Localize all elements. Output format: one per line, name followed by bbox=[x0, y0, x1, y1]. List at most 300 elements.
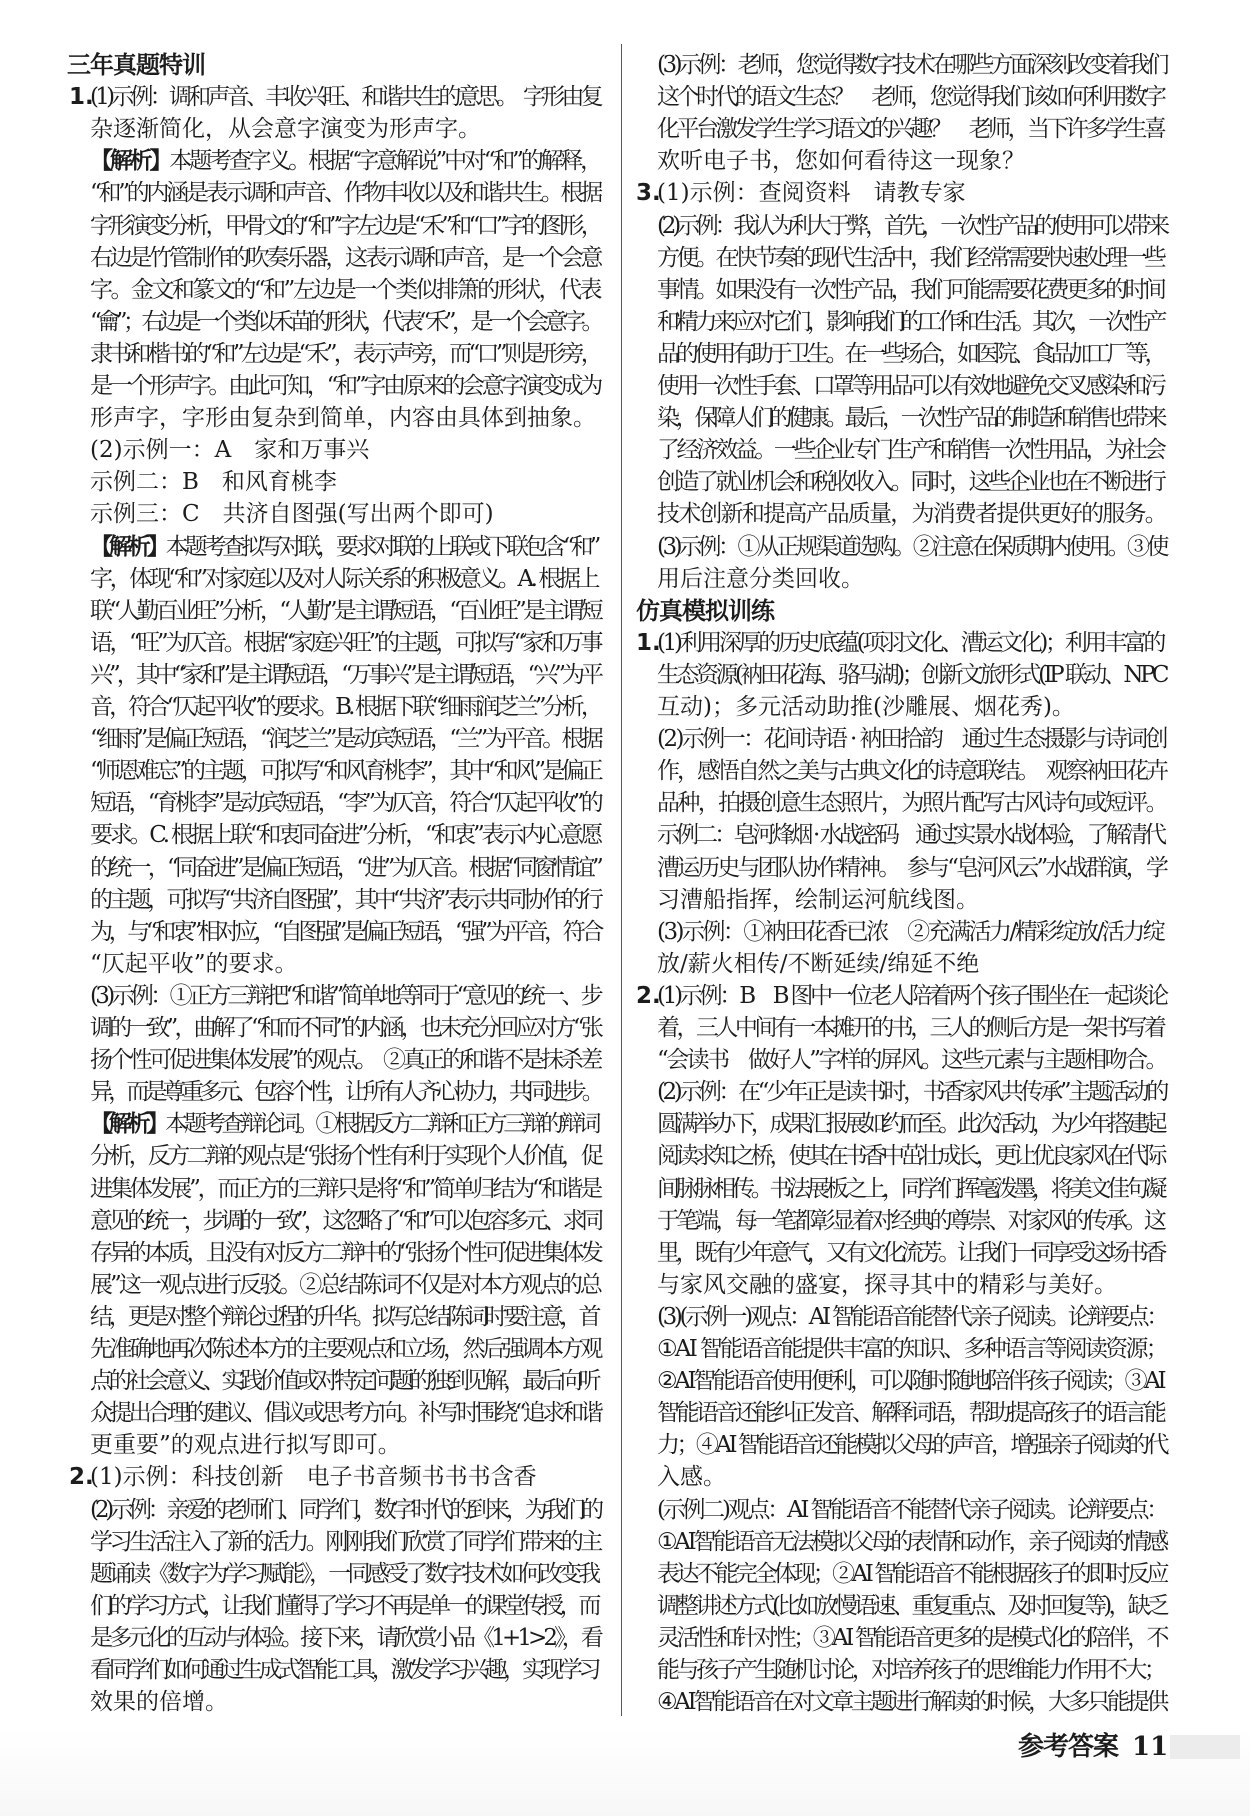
section-heading: 仿真模拟训练 bbox=[636, 596, 774, 625]
answer-text-line bbox=[657, 1269, 1166, 1301]
line-text: ④AI智能语音在对文章主题进行解读的时候，大多只能提供 bbox=[657, 1689, 1166, 1716]
line-content bbox=[657, 948, 979, 980]
answer-text-line bbox=[657, 81, 1166, 113]
line-content bbox=[90, 177, 600, 209]
line-text: 字，体现“和”对家庭以及对人际关系的积极意义。A. 根据上 bbox=[90, 565, 598, 592]
answer-text-line bbox=[90, 1269, 600, 1301]
answer-text-line bbox=[657, 1654, 1166, 1686]
line-content bbox=[90, 948, 298, 980]
line-content bbox=[90, 113, 481, 145]
line-content bbox=[657, 113, 1163, 145]
line-text: (3)示例：老师，您觉得数字技术在哪些方面深刻改变着我们 bbox=[657, 52, 1166, 78]
answer-text-line bbox=[657, 1076, 1166, 1108]
question-number: 2. bbox=[69, 1464, 94, 1491]
line-content bbox=[90, 498, 494, 530]
line-content bbox=[90, 81, 600, 113]
line-text: 事情。如果没有一次性产品，我们可能需要花费更多的时间 bbox=[657, 276, 1164, 303]
line-content bbox=[90, 1108, 597, 1140]
line-text: 杂逐渐简化，从会意字演变为形声字。 bbox=[90, 116, 481, 143]
line-content bbox=[657, 402, 1163, 434]
line-content bbox=[90, 1012, 600, 1044]
answer-text-line bbox=[90, 1494, 600, 1526]
line-text: 漕运历史与团队协作精神。 参与“皂河风云”水战群演，学 bbox=[657, 854, 1166, 881]
answer-text-line bbox=[657, 787, 1166, 819]
line-content bbox=[657, 1397, 1163, 1429]
line-content bbox=[657, 81, 1163, 113]
line-content bbox=[90, 1205, 600, 1237]
line-text: 了经济效益。一些企业专门生产和销售一次性用品，为社会 bbox=[657, 437, 1164, 464]
line-content bbox=[657, 1269, 1117, 1301]
line-text: 的主题，可拟写“共济自图强”，其中“共济”表示共同协作的行 bbox=[90, 886, 600, 913]
line-text: 调的一致”，曲解了“和而不同”的内涵，也未充分回应对方“张 bbox=[90, 1015, 600, 1041]
section-heading: 三年真题特训 bbox=[67, 51, 205, 79]
line-content bbox=[657, 627, 1163, 659]
line-text: 要求。C. 根据上联“和衷同奋进”分析，“和衷”表示内心意愿 bbox=[90, 822, 600, 849]
line-text: 先准确地再次陈述本方的主要观点和立场，然后强调本方观 bbox=[90, 1336, 600, 1362]
answer-text-line bbox=[90, 370, 600, 402]
line-content bbox=[90, 306, 600, 338]
line-text: 与家风交融的盛宴，探寻其中的精彩与美好。 bbox=[657, 1271, 1117, 1298]
answer-text-line bbox=[657, 948, 1166, 980]
line-content bbox=[657, 370, 1163, 402]
answer-text-line bbox=[90, 1333, 600, 1365]
line-content bbox=[657, 1237, 1163, 1269]
answer-text-line bbox=[90, 306, 600, 338]
line-text: 进集体发展”，而正方的三辩只是将“和”简单归结为“和谐是 bbox=[90, 1175, 600, 1202]
line-content bbox=[657, 1461, 726, 1493]
line-text: (2)示例：在“少年正是读书时，书香家风共传承”主题活动的 bbox=[657, 1079, 1166, 1106]
question-number: 1. bbox=[636, 629, 661, 656]
line-content bbox=[657, 1044, 1166, 1076]
answer-text-line bbox=[657, 498, 1166, 530]
line-text: (2)示例一：A 家和万事兴 bbox=[90, 437, 370, 464]
answer-text-line bbox=[657, 402, 1166, 434]
line-text: 更重要”的观点进行拟写即可。 bbox=[90, 1432, 401, 1459]
line-text: 字形演变分析，甲骨文的“和”字左边是“禾”和“口”字的图形， bbox=[90, 212, 600, 239]
line-text: ①AI 智能语音能提供丰富的知识、多种语言等阅读资源； bbox=[657, 1336, 1166, 1362]
line-content bbox=[657, 1108, 1163, 1140]
line-text: 字。金文和篆文的“和”左边是一个类似排箫的形状，代表 bbox=[90, 276, 600, 303]
line-text: 点的社会意义、实践价值或对特定问题的独到见解，最后向听 bbox=[90, 1368, 598, 1395]
line-content bbox=[657, 1140, 1163, 1172]
answer-text-line bbox=[90, 113, 600, 145]
page-footer bbox=[1018, 1730, 1168, 1764]
answer-text-line bbox=[657, 1333, 1166, 1365]
line-text: 习漕船指挥，绘制运河航线图。 bbox=[657, 886, 979, 913]
analysis-label: 【解析】 bbox=[90, 148, 170, 175]
line-content bbox=[657, 1494, 1166, 1526]
answer-text-line bbox=[657, 274, 1166, 306]
line-content bbox=[657, 1558, 1166, 1590]
answer-text-line bbox=[90, 1526, 600, 1558]
line-text: 的统一，“同奋进”是偏正短语，“进”为仄音。根据“同窗情谊” bbox=[90, 854, 600, 881]
answer-text-line bbox=[657, 563, 1166, 595]
line-text: (1)示例：查阅资料 请教专家 bbox=[657, 180, 966, 207]
line-content bbox=[657, 242, 1163, 274]
line-content bbox=[90, 1076, 600, 1108]
line-text: 本题考查字义。根据“字意解说”中对“和”的解释， bbox=[169, 148, 600, 175]
line-content bbox=[90, 627, 600, 659]
answer-text-line bbox=[90, 916, 600, 948]
answer-text-line bbox=[90, 1622, 600, 1654]
line-text: “仄起平收”的要求。 bbox=[90, 950, 298, 977]
answer-text-line bbox=[90, 498, 600, 530]
line-content bbox=[657, 1622, 1166, 1654]
line-content bbox=[90, 531, 597, 563]
answer-text-line bbox=[90, 1397, 600, 1429]
line-content bbox=[90, 1173, 600, 1205]
line-content bbox=[90, 1044, 600, 1076]
answer-text-line bbox=[90, 1686, 600, 1718]
question-number: 3. bbox=[636, 180, 661, 207]
line-text: (3)(示例一)观点：AI 智能语音能替代亲子阅读。论辩要点： bbox=[657, 1303, 1166, 1330]
answer-text-line bbox=[657, 1237, 1166, 1269]
line-text: (2)示例一：花间诗语 · 衲田拾韵 通过生态摄影与诗词创 bbox=[657, 726, 1166, 753]
answer-text-line bbox=[657, 755, 1166, 787]
line-content bbox=[90, 402, 596, 434]
line-text: (2)示例：亲爱的老师们、同学们，数字时代的到来，为我们的 bbox=[90, 1496, 600, 1523]
line-content bbox=[90, 1333, 600, 1365]
line-text: 能与孩子产生随机讨论，对培养孩子的思维能力作用不大； bbox=[657, 1657, 1164, 1683]
line-content bbox=[90, 1558, 597, 1590]
line-content bbox=[90, 370, 600, 402]
answer-text-line bbox=[90, 1237, 600, 1269]
line-text: 灵活性和针对性；③AI 智能语音更多的是模式化的陪伴，不 bbox=[657, 1624, 1166, 1651]
line-content bbox=[657, 884, 979, 916]
line-content bbox=[657, 466, 1163, 498]
line-text: 兴”，其中“家和”是主谓短语，“万事兴”是主谓短语，“兴”为平 bbox=[90, 661, 600, 688]
line-content bbox=[657, 852, 1166, 884]
line-content bbox=[90, 210, 600, 242]
line-content bbox=[657, 1526, 1166, 1558]
line-text: 示例二：B 和风育桃李 bbox=[90, 469, 337, 496]
answer-text-line bbox=[657, 531, 1166, 563]
line-text: “会读书 做好人”字样的屏风。这些元素与主题相吻合。 bbox=[657, 1047, 1166, 1074]
line-text: 异，而是尊重多元、包容个性，让所有人齐心协力，共同进步。 bbox=[90, 1079, 600, 1106]
answer-text-line bbox=[90, 1044, 600, 1076]
answer-text-line bbox=[90, 1365, 600, 1397]
line-content bbox=[657, 434, 1163, 466]
answer-text-line bbox=[90, 1012, 600, 1044]
line-text: 看同学们如何通过生成式智能工具，激发学习兴趣，实现学习 bbox=[90, 1657, 598, 1683]
line-text: 于笔端，每一笔都彰显着对经典的尊崇、对家风的传承。这 bbox=[657, 1207, 1164, 1234]
line-content bbox=[90, 1140, 600, 1172]
line-content bbox=[657, 1301, 1166, 1333]
line-content bbox=[90, 1269, 600, 1301]
line-text: 效果的倍增。 bbox=[90, 1689, 228, 1716]
line-content bbox=[90, 980, 600, 1012]
line-content bbox=[90, 819, 600, 851]
answer-text-line bbox=[657, 242, 1166, 274]
line-text: 们的学习方式，让我们懂得了学习不再是单一的课堂传授，而 bbox=[90, 1592, 598, 1619]
line-content bbox=[657, 49, 1166, 81]
answer-text-line bbox=[69, 81, 600, 113]
line-text: 展”这一观点进行反驳。②总结陈词不仅是对本方观点的总 bbox=[90, 1271, 600, 1298]
answer-text-line bbox=[657, 338, 1166, 370]
answer-text-line bbox=[90, 1590, 600, 1622]
answer-text-line bbox=[636, 627, 1166, 659]
answer-text-line bbox=[90, 755, 600, 787]
line-text: 联“人勤百业旺”分析，“人勤”是主谓短语，“百业旺”是主谓短 bbox=[90, 597, 600, 624]
line-text: 生态资源(衲田花海、骆马湖)；创新文旅形式(IP 联动、NPC bbox=[657, 661, 1166, 688]
line-content bbox=[90, 659, 600, 691]
line-text: 技术创新和提高产品质量，为消费者提供更好的服务。 bbox=[657, 501, 1166, 528]
line-content bbox=[90, 1301, 597, 1333]
line-content bbox=[90, 434, 369, 466]
answer-text-line bbox=[90, 595, 600, 627]
answer-text-line bbox=[90, 177, 600, 209]
answer-text-line bbox=[90, 659, 600, 691]
line-content bbox=[657, 338, 1163, 370]
page-number: 11 bbox=[1132, 1732, 1169, 1762]
line-content bbox=[657, 1012, 1163, 1044]
line-text: 本题考查辩论词。①根据反方二辩和正方三辩的辩词 bbox=[165, 1111, 598, 1138]
line-content bbox=[90, 1365, 597, 1397]
question-number: 2. bbox=[636, 982, 661, 1009]
line-text: 化平台激发学生学习语文的兴趣？ 老师，当下许多学生喜 bbox=[657, 116, 1164, 143]
line-text: 隶书和楷书的“和”左边是“禾”，表示声旁，而“口”则是形旁， bbox=[90, 340, 600, 367]
answer-text-line bbox=[657, 1494, 1166, 1526]
line-text: (3)示例：①正方三辩把“和谐”简单地等同于“意见的统一、步 bbox=[90, 982, 600, 1009]
answer-text-line bbox=[90, 466, 600, 498]
line-content bbox=[657, 210, 1166, 242]
answer-text-line bbox=[69, 1461, 600, 1493]
answer-text-line bbox=[657, 145, 1166, 177]
line-content bbox=[657, 177, 966, 209]
line-content bbox=[657, 916, 1163, 948]
line-text: “龠”；右边是一个类似禾苗的形状，代表“禾”，是一个会意字。 bbox=[90, 308, 600, 335]
answer-text-line bbox=[657, 1205, 1166, 1237]
answer-text-line bbox=[657, 49, 1166, 81]
column-divider bbox=[621, 44, 622, 1716]
line-text: 阅读求知之桥，使其在书香中茁壮成长，更让优良家风在代际 bbox=[657, 1143, 1164, 1170]
line-content bbox=[90, 916, 600, 948]
line-text: 示例三：C 共济自图强(写出两个即可) bbox=[90, 501, 494, 528]
answer-text-line bbox=[657, 113, 1166, 145]
answer-text-line bbox=[657, 370, 1166, 402]
line-content bbox=[90, 274, 600, 306]
answer-text-line bbox=[657, 691, 1166, 723]
answer-text-line bbox=[636, 980, 1166, 1012]
line-content bbox=[90, 1494, 600, 1526]
answer-text-line bbox=[90, 948, 600, 980]
line-text: 力；④AI 智能语音还能模拟父母的声音，增强亲子阅读的代 bbox=[657, 1432, 1166, 1459]
line-content bbox=[657, 1365, 1163, 1397]
line-content bbox=[90, 1590, 597, 1622]
line-content bbox=[90, 1237, 600, 1269]
answer-text-line bbox=[657, 1173, 1166, 1205]
line-text: ①AI智能语音无法模拟父母的表情和动作，亲子阅读的情感 bbox=[657, 1528, 1166, 1555]
line-text: (2)示例：我认为利大于弊，首先，一次性产品的使用可以带来 bbox=[657, 212, 1166, 239]
answer-text-line bbox=[657, 1365, 1166, 1397]
line-text: 里，既有少年意气，又有文化流芳。让我们一同享受这场书香 bbox=[657, 1239, 1164, 1266]
line-text: 结，更是对整个辩论过程的升华。拟写总结陈词时要注意，首 bbox=[90, 1303, 598, 1330]
line-text: 间脉脉相传。书法展板之上，同学们挥毫泼墨，将美文佳句凝 bbox=[657, 1175, 1164, 1202]
line-text: 众提出合理的建议、倡议或思考方向。补写时围绕“追求和谐 bbox=[90, 1400, 600, 1427]
answer-text-line bbox=[657, 1429, 1166, 1461]
answer-text-line bbox=[657, 1526, 1166, 1558]
answer-text-line bbox=[90, 274, 600, 306]
line-text: 互动)；多元活动助推(沙雕展、烟花秀)。 bbox=[657, 694, 1075, 720]
answer-text-line bbox=[657, 434, 1166, 466]
line-content bbox=[90, 1622, 600, 1654]
line-content bbox=[90, 595, 600, 627]
line-text: 题诵读《数字为学习赋能》，一同感受了数字技术如何改变我 bbox=[90, 1560, 598, 1587]
answer-text-line bbox=[90, 1654, 600, 1686]
line-content bbox=[90, 755, 600, 787]
answer-text-line bbox=[657, 852, 1166, 884]
answer-text-line bbox=[657, 210, 1166, 242]
line-content bbox=[657, 691, 1075, 723]
answer-text-line bbox=[657, 1590, 1166, 1622]
line-content bbox=[90, 338, 600, 370]
line-content bbox=[90, 1526, 600, 1558]
answer-text-line bbox=[90, 242, 600, 274]
line-content bbox=[90, 787, 600, 819]
answer-text-line bbox=[90, 1205, 600, 1237]
line-text: 形声字，字形由复杂到简单，内容由具体到抽象。 bbox=[90, 405, 596, 432]
line-content bbox=[90, 1654, 597, 1686]
line-content bbox=[657, 980, 1166, 1012]
answer-text-line bbox=[90, 852, 600, 884]
answer-text-line bbox=[90, 1076, 600, 1108]
line-text: (3)示例：①衲田花香已浓 ②充满活力/精彩绽放/活力绽 bbox=[657, 918, 1164, 945]
line-text: 右边是竹管制作的吹奏乐器，这表示调和声音，是一个会意 bbox=[90, 244, 600, 271]
answer-text-line bbox=[90, 1429, 600, 1461]
answer-text-line bbox=[657, 1397, 1166, 1429]
answer-text-line bbox=[90, 1558, 600, 1590]
answer-text-line bbox=[90, 1173, 600, 1205]
line-content bbox=[90, 1461, 537, 1493]
answer-text-line bbox=[636, 177, 1166, 209]
line-text: “师恩难忘”的主题，可拟写“和风育桃李”，其中“和风”是偏正 bbox=[90, 758, 600, 785]
answer-text-line bbox=[657, 659, 1166, 691]
line-content bbox=[657, 145, 1025, 177]
answer-text-line bbox=[657, 1686, 1166, 1718]
answer-text-line bbox=[90, 434, 600, 466]
line-text: 着，三人中间有一本摊开的书，三人的侧后方是一架书写着 bbox=[657, 1015, 1164, 1041]
line-content bbox=[657, 659, 1166, 691]
line-content bbox=[657, 563, 864, 595]
line-content bbox=[657, 498, 1166, 530]
line-text: 是一个形声字。由此可知，“和”字由原来的会意字演变成为 bbox=[90, 373, 600, 399]
line-text: 用后注意分类回收。 bbox=[657, 565, 864, 592]
answer-text-line bbox=[90, 338, 600, 370]
answer-text-line bbox=[90, 819, 600, 851]
line-text: 语，“旺”为仄音。根据“家庭兴旺”的主题，可拟写“家和万事 bbox=[90, 629, 600, 656]
line-content bbox=[657, 1333, 1166, 1365]
answer-text-line bbox=[90, 563, 600, 595]
answer-text-line bbox=[90, 627, 600, 659]
answer-text-line bbox=[90, 402, 600, 434]
line-text: 分析，反方二辩的观点是“张扬个性有利于实现个人价值，促 bbox=[90, 1143, 600, 1170]
line-content bbox=[90, 563, 597, 595]
line-content bbox=[657, 755, 1166, 787]
line-text: 学习生活注入了新的活力。刚刚我们欣赏了同学们带来的主 bbox=[90, 1528, 600, 1555]
answer-text-line bbox=[657, 1558, 1166, 1590]
line-text: 短语，“育桃李”是动宾短语，“李”为仄音，符合“仄起平收”的 bbox=[90, 790, 600, 817]
answer-text-line bbox=[657, 1012, 1166, 1044]
line-content bbox=[657, 1429, 1166, 1461]
answer-text-line bbox=[90, 1301, 600, 1333]
line-text: “和”的内涵是表示调和声音、作物丰收以及和谐共生。根据 bbox=[90, 180, 600, 207]
answer-text-line bbox=[90, 723, 600, 755]
answer-text-line bbox=[90, 145, 600, 177]
line-content bbox=[90, 1429, 401, 1461]
answer-text-line bbox=[657, 916, 1166, 948]
footer-section-title: 参考答案 bbox=[1018, 1732, 1119, 1762]
answer-text-line bbox=[657, 723, 1166, 755]
line-text: (1)示例：调和声音、丰收兴旺、和谐共生的意思。 字形由复 bbox=[90, 84, 600, 111]
line-content bbox=[657, 819, 1163, 851]
line-text: 表达不能完全体现；②AI 智能语音不能根据孩子的即时反应 bbox=[657, 1560, 1166, 1587]
line-content bbox=[90, 852, 600, 884]
question-number: 1. bbox=[69, 84, 94, 111]
line-text: 意见的统一，步调的一致”，这忽略了“和”可以包容多元、求同 bbox=[90, 1207, 600, 1234]
line-text: (1)示例：科技创新 电子书音频书书书含香 bbox=[90, 1464, 537, 1491]
line-text: 示例二：皂河烽烟 · 水战密码 通过实景水战体验，了解清代 bbox=[657, 822, 1164, 849]
line-content bbox=[657, 723, 1166, 755]
line-content bbox=[90, 466, 337, 498]
line-text: 染，保障人们的健康。最后，一次性产品的制造和销售也带来 bbox=[657, 405, 1164, 432]
answer-text-line bbox=[657, 306, 1166, 338]
answer-text-line bbox=[657, 1461, 1166, 1493]
answer-text-line bbox=[90, 1108, 600, 1140]
line-text: 扬个性可促进集体发展”的观点。 ②真正的和谐不是抹杀差 bbox=[90, 1047, 600, 1074]
analysis-label: 【解析】 bbox=[90, 533, 166, 560]
line-text: 欢听电子书，您如何看待这一现象？ bbox=[657, 148, 1025, 175]
line-text: 是多元化的互动与体验。接下来，请欣赏小品《1+1>2》，看 bbox=[90, 1624, 600, 1651]
line-text: 圆满举办下，成果汇报展如约而至。此次活动，为少年搭建起 bbox=[657, 1111, 1164, 1138]
answer-text-line bbox=[90, 980, 600, 1012]
line-content bbox=[90, 723, 600, 755]
line-text: 智能语音还能纠正发音、解释词语，帮助提高孩子的语言能 bbox=[657, 1400, 1164, 1427]
answer-text-line bbox=[657, 1140, 1166, 1172]
line-text: 作，感悟自然之美与古典文化的诗意联结。 观察衲田花卉 bbox=[657, 758, 1166, 785]
analysis-label: 【解析】 bbox=[90, 1111, 166, 1138]
answer-text-line bbox=[90, 691, 600, 723]
line-text: (3)示例：①从正规渠道选购。②注意在保质期内使用。③使 bbox=[657, 533, 1166, 560]
footer-tab-decoration bbox=[1170, 1735, 1240, 1759]
line-text: 存异的本质，且没有对反方二辩中的“张扬个性可促进集体发 bbox=[90, 1239, 600, 1266]
line-text: 和精力来应对它们，影响我们的工作和生活。其次，一次性产 bbox=[657, 308, 1164, 335]
line-content bbox=[90, 145, 600, 177]
line-text: 这个时代的语文生态？ 老师，您觉得我们该如何利用数字 bbox=[657, 84, 1164, 111]
line-text: 放/薪火相传/不断延续/绵延不绝 bbox=[657, 950, 980, 977]
line-text: 品的使用有助于卫生。在一些场合，如医院、食品加工厂等， bbox=[657, 340, 1164, 367]
line-content bbox=[657, 1686, 1166, 1718]
line-text: 方便。在快节奏的现代生活中，我们经常需要快速处理一些 bbox=[657, 244, 1164, 271]
line-text: 使用一次性手套、口罩等用品可以有效地避免交叉感染和污 bbox=[657, 373, 1164, 399]
line-content bbox=[90, 884, 600, 916]
line-text: 音，符合“仄起平收”的要求。B. 根据下联“细雨润芝兰”分析， bbox=[90, 694, 600, 720]
line-content bbox=[657, 1590, 1166, 1622]
line-content bbox=[90, 1686, 228, 1718]
answer-text-line bbox=[657, 1108, 1166, 1140]
line-text: 为，与“和衷”相对应，“自图强”是偏正短语，“强”为平音，符合 bbox=[90, 918, 600, 945]
line-text: 创造了就业机会和税收收入。同时，这些企业也在不断进行 bbox=[657, 469, 1164, 496]
answer-text-line bbox=[90, 1140, 600, 1172]
answer-text-line bbox=[90, 884, 600, 916]
answer-text-line bbox=[657, 1622, 1166, 1654]
line-text: 本题考查拟写对联，要求对联的上联或下联包含“和” bbox=[165, 533, 598, 560]
line-text: (1)利用深厚的历史底蕴(项羽文化、漕运文化)；利用丰富的 bbox=[657, 629, 1164, 656]
line-content bbox=[657, 306, 1163, 338]
answer-text-line bbox=[90, 787, 600, 819]
line-text: 调整讲述方式(比如放慢语速、重复重点、及时回复等)，缺乏 bbox=[657, 1592, 1166, 1619]
line-content bbox=[657, 1173, 1163, 1205]
line-content bbox=[657, 1205, 1163, 1237]
